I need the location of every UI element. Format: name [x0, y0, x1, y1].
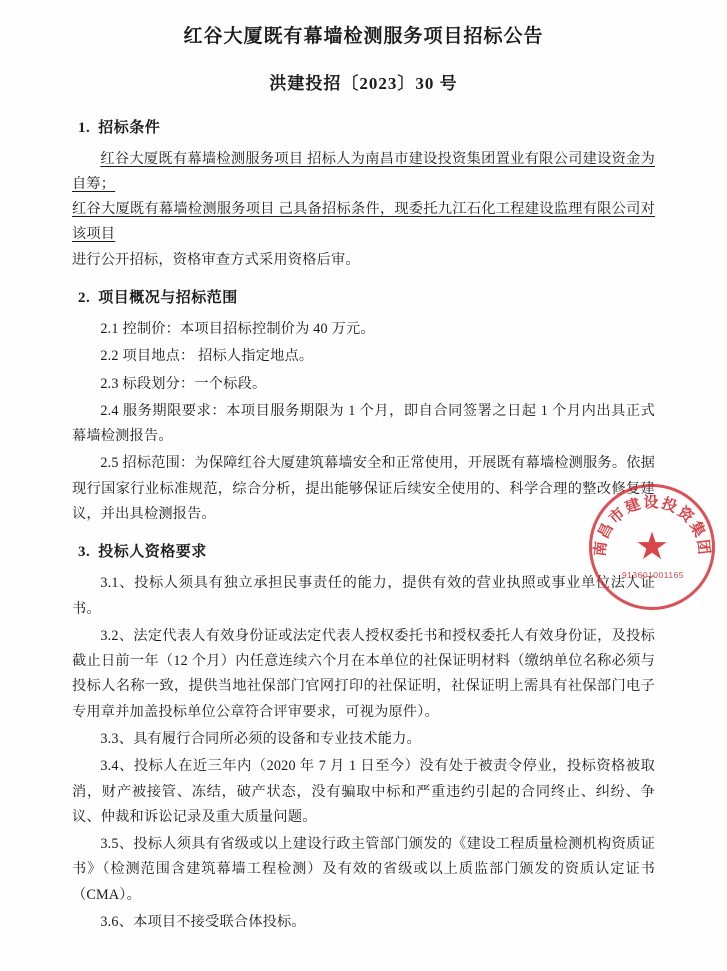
seal-star-icon: ★	[634, 526, 670, 568]
section-3-paragraph-4: 3.4、投标人在近三年内（2020 年 7 月 1 日至今）没有处于被责令停业，投标资格被取消，财产被接管、冻结，破产状态，没有骗取中标和严重违约引起的合同终止、纠纷、争议、仲裁和诉讼记录及重大质量问题。	[72, 758, 655, 825]
section-2-paragraph-3: 2.3 标段划分：一个标段。	[100, 375, 267, 392]
section-3-paragraph-5: 3.5、投标人须具有省级或以上建设行政主管部门颁发的《建设工程质量检测机构资质证书》（检测范围含建筑幕墙工程检测）及有效的省级或以上质监部门颁发的资质认定证书（CMA）。	[72, 836, 655, 903]
section-2-paragraph-5: 2.5 招标范围：为保障红谷大厦建筑幕墙安全和正常使用，开展既有幕墙检测服务。依据现行国家行业标准规范，综合分析，提出能够保证后续安全使用的、科学合理的整改修复建议，并出具检测报告。	[72, 455, 655, 522]
seal-code: 913601001165	[621, 570, 685, 580]
section-3-paragraph-6: 3.6、本项目不接受联合体投标。	[100, 913, 306, 930]
section-2-heading	[72, 286, 655, 307]
section-2-paragraph-4: 2.4 服务期限要求：本项目服务期限为 1 个月，即自合同签署之日起 1 个月内出具正式幕墙检测报告。	[72, 402, 655, 445]
section-3-heading	[72, 540, 655, 561]
seal-org-name: 南昌市建设投资集团	[592, 495, 712, 558]
section-1-heading	[72, 116, 655, 137]
document-number: 洪建投招〔2023〕30 号	[269, 73, 458, 93]
document-body	[72, 24, 655, 948]
section-1	[72, 116, 655, 273]
section-2-title: 项目概况与招标范围	[98, 290, 238, 306]
section-1-index: 1.	[78, 119, 91, 136]
section-3-paragraph-2: 3.2、法定代表人有效身份证或法定代表人授权委托书和授权委托人有效身份证，及投标截止日前一年（12 个月）内任意连续六个月在本单位的社保证明材料（缴纳单位名称必须与投标人名称一致，提供当地社保部门官网打印的社保证明，社保证明上需具有社保部门电子专用章并加盖投标单位公章符合评审要求，可视为原件）。	[72, 627, 655, 720]
section-2-index: 2.	[78, 290, 91, 306]
section-2-paragraph-1: 2.1 控制价：本项目招标控制价为 40 万元。	[100, 321, 375, 337]
section-3-paragraph-1: 3.1、投标人须具有独立承担民事责任的能力，提供有效的营业执照或事业单位法人证书。	[72, 575, 655, 617]
section-1-paragraph-1: 红谷大厦既有幕墙检测服务项目 招标人为南昌市建设投资集团置业有限公司建设资金为自筹；	[72, 150, 655, 192]
section-2-paragraph-2: 2.2 项目地点： 招标人指定地点。	[100, 348, 314, 365]
section-2	[72, 286, 655, 527]
section-3-paragraph-3: 3.3、具有履行合同所必须的设备和专业技术能力。	[100, 730, 421, 747]
section-1-title: 招标条件	[98, 119, 161, 136]
section-1-paragraph-3: 进行公开招标，资格审查方式采用资格后审。	[72, 251, 360, 268]
section-1-paragraph-2: 红谷大厦既有幕墙检测服务项目 己具备招标条件，现委托九江石化工程建设监理有限公司对该项目	[72, 201, 655, 243]
section-3-title: 投标人资格要求	[98, 544, 207, 561]
section-3-index: 3.	[78, 544, 91, 561]
page-title: 红谷大厦既有幕墙检测服务项目招标公告	[183, 26, 544, 47]
section-3	[72, 540, 655, 935]
